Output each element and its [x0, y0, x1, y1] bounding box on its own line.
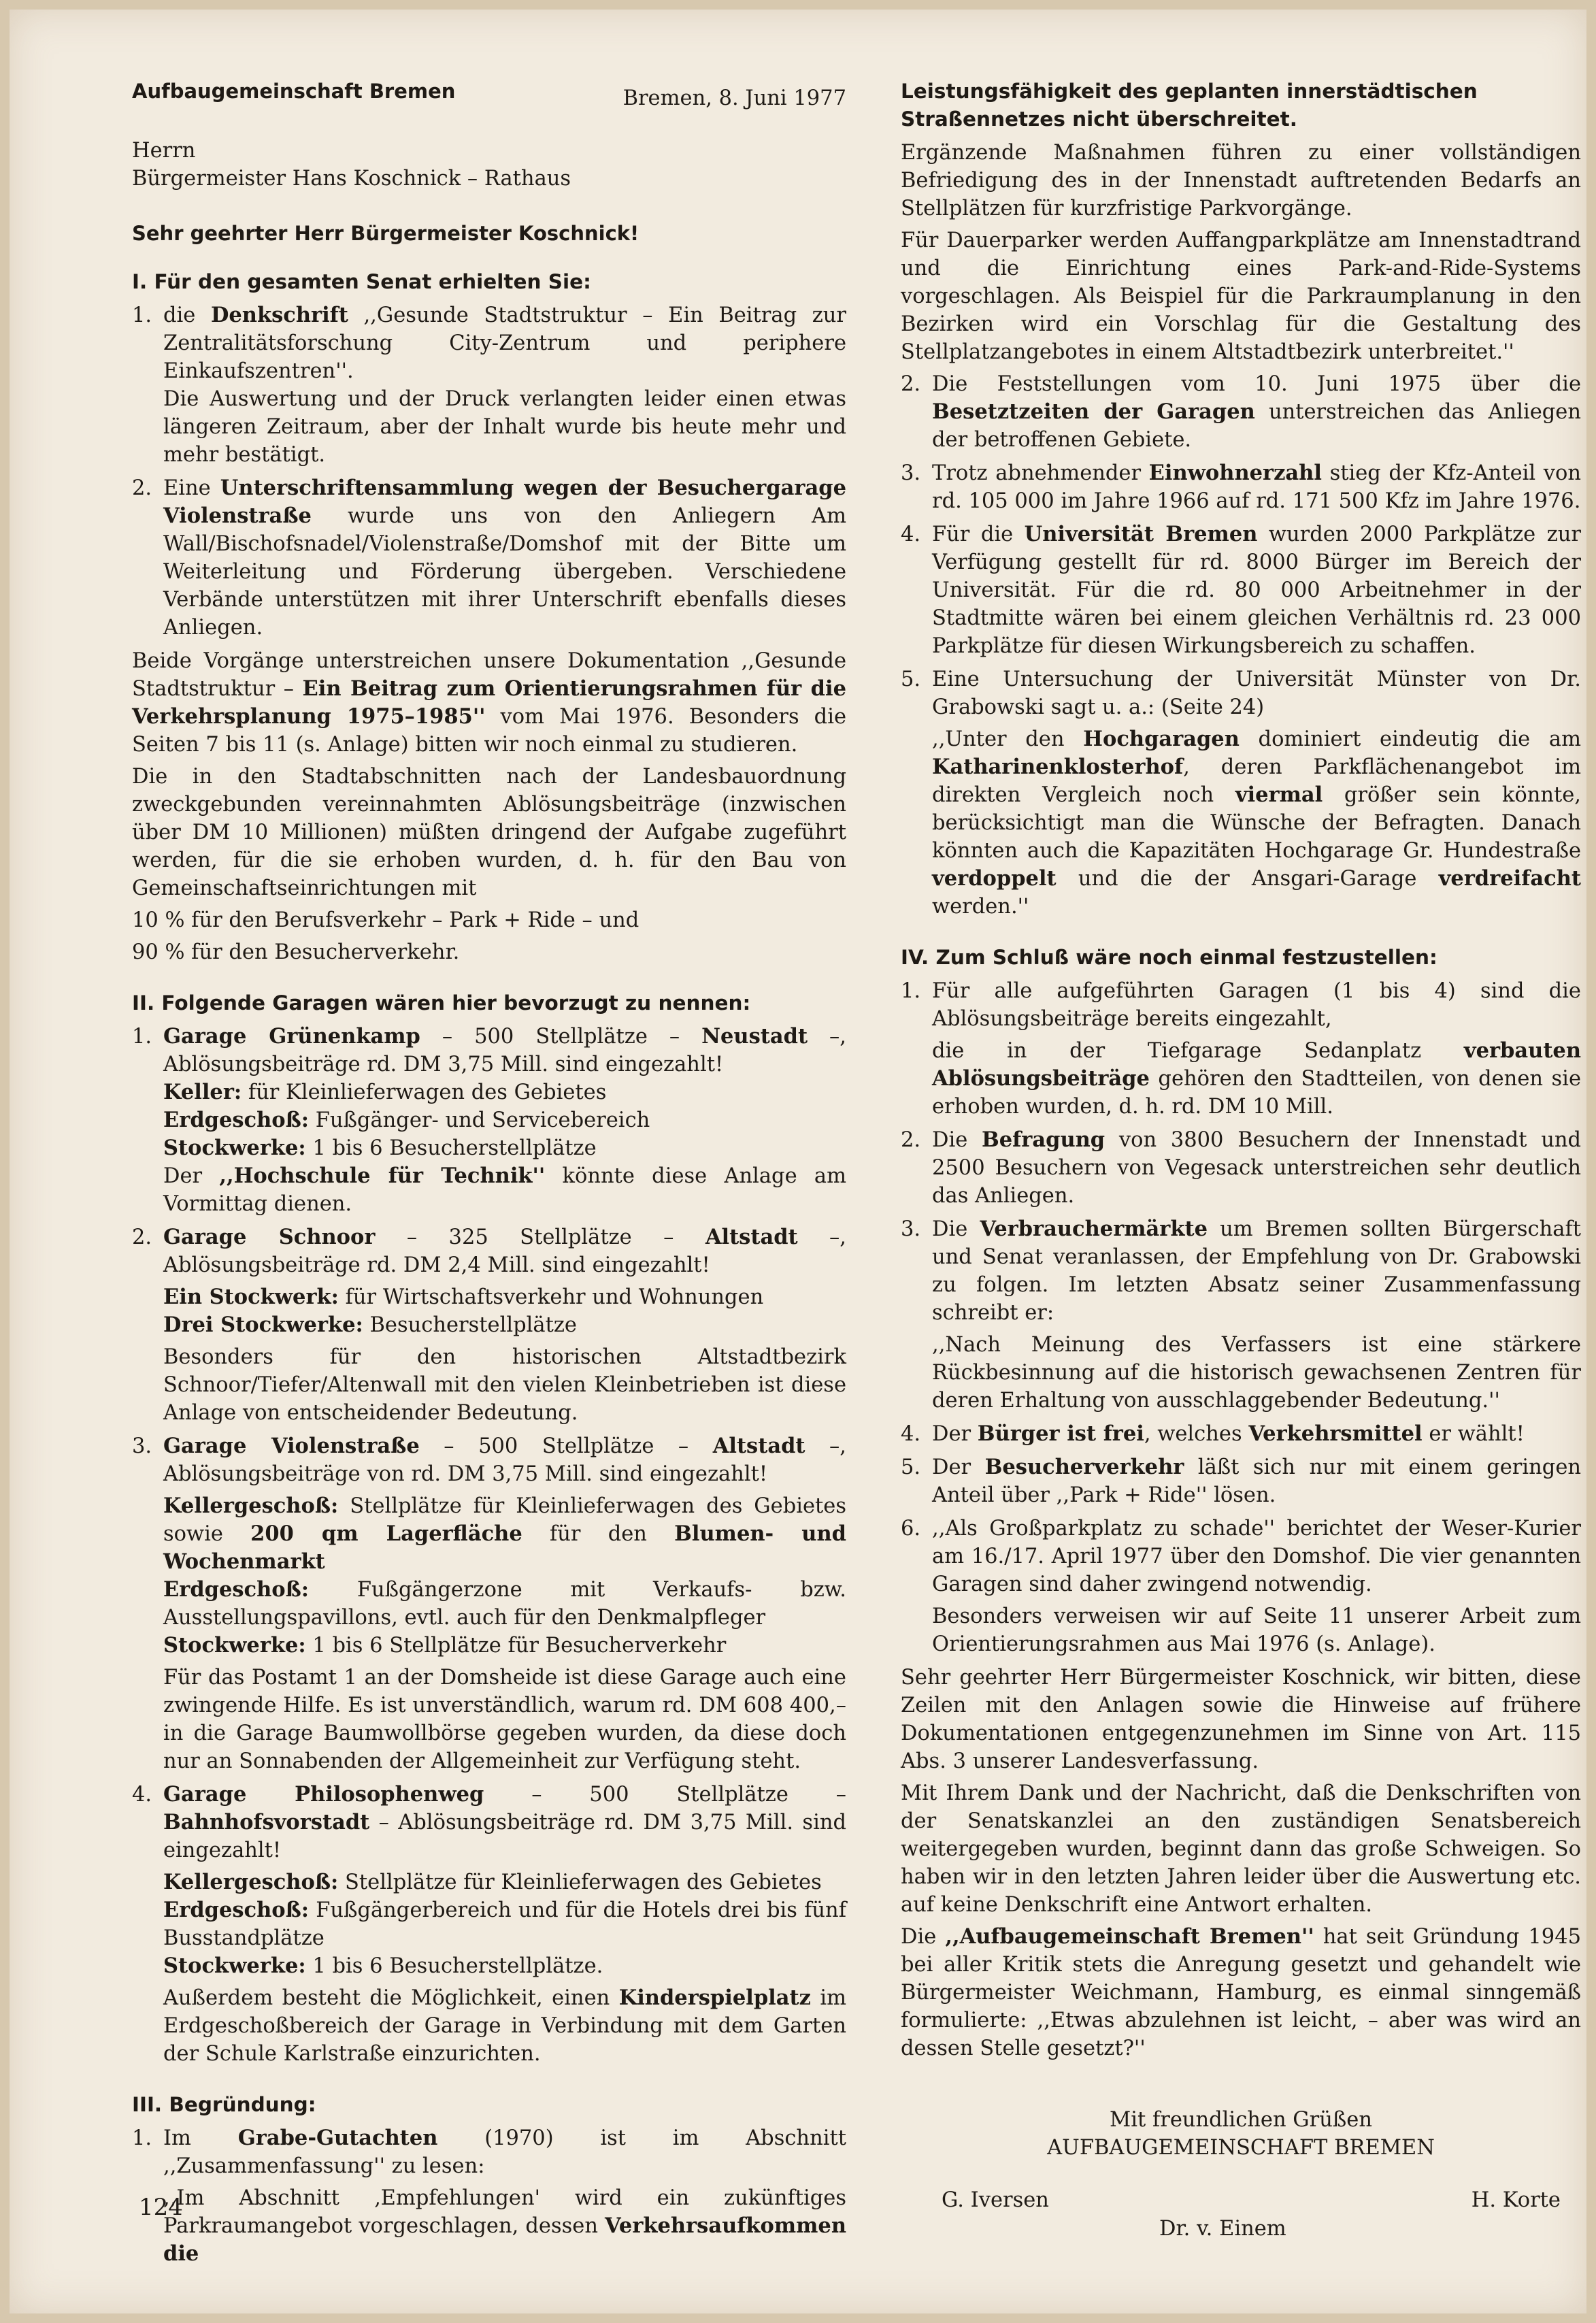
list-item: 1. die Denkschrift ,,Gesunde Stadtstruktur – Ein Beitrag zur Zentralitätsforschung City-Zentrum und periphere Einkaufszentren''. Die Auswertung und der Druck verlangten leider einen etwas längeren Zeitraum, aber der Inhalt wurde bis heute mehr und mehr bestätigt. [132, 303, 846, 467]
greeting-org: AUFBAUGEMEINSCHAFT BREMEN [1047, 2136, 1435, 2160]
greeting [901, 2106, 1581, 2162]
letter-date: Bremen, 8. Juni 1977 [622, 86, 846, 110]
recipient-address [132, 137, 846, 193]
paragraph: Die in den Stadtabschnitten nach der Landesbauordnung zweckgebunden vereinnahmten Ablösungsbeiträge (inzwischen über DM 10 Millionen) müßten dringend der Aufgabe zugeführt werden, für die sie erhoben wurden, d. h. für den Bau von Gemeinschaftseinrichtungen mit [132, 765, 846, 900]
closing-paragraph: Die ,,Aufbaugemeinschaft Bremen'' hat seit Gründung 1945 bei aller Kritik stets die Anregung gesetzt und gehandelt wie Bürgermeister Weichmann, Hamburg, es einmal sinngemäß formulierte: ,,Etwas abzulehnen ist leicht, – aber was wird an dessen Stelle gesetzt?'' [901, 1924, 1582, 2060]
list-item: 1. Im Grabe-Gutachten (1970) ist im Abschnitt ,,Zusammenfassung'' zu lesen: ,,Im Abschnitt ‚Empfehlungen' wird ein zukünftiges Parkraumangebot vorgeschlagen, dessen Verkehrsaufkommen die [132, 2126, 846, 2266]
document-page [10, 10, 1586, 2313]
page-number: 124 [139, 2194, 183, 2221]
sender-org: Aufbaugemeinschaft Bremen [132, 80, 456, 103]
closing-paragraph: Sehr geehrter Herr Bürgermeister Koschnick, wir bitten, diese Zeilen mit den Anlagen sowie die Hinweise auf frühere Dokumentationen entgegenzunehmen im Sinne von Art. 115 Abs. 3 unserer Landesverfassung. [901, 1666, 1581, 1773]
section-heading-4: IV. Zum Schluß wäre noch einmal festzustellen: [901, 946, 1437, 969]
list-item: 1. Garage Grünenkamp – 500 Stellplätze – Neustadt –, Ablösungsbeiträge rd. DM 3,75 Mill. sind eingezahlt! Keller: für Kleinlieferwagen des Gebietes Erdgeschoß: Fußgänger- und Servicebereich Stockwerke: 1 bis 6 Besucherstellplätze Der ,,Hochschule für Technik'' könnte diese Anlage am Vormittag dienen. [132, 1024, 846, 1216]
paragraph: Ergänzende Maßnahmen führen zu einer vollständigen Befriedigung des in der Innenstadt auftretenden Bedarfs an Stellplätzen für kurzfristige Parkvorgänge. [901, 141, 1581, 220]
list-item: 2. Die Befragung von 3800 Besuchern der Innenstadt und 2500 Besuchern von Vegesack unterstreichen sehr deutlich das Anliegen. [901, 1127, 1582, 1208]
section-heading-3: III. Begründung: [132, 2093, 316, 2116]
section-1-list [132, 301, 846, 642]
list-item: 2. Eine Unterschriftensammlung wegen der Besuchergarage Violenstraße wurde uns von den Anliegern Am Wall/Bischofsnadel/Violenstraße/Domshof mit der Bitte um Weiterleitung und Förderung übergeben. Verschiedene Verbände unterstützen mit ihrer Unterschrift ebenfalls dieses Anliegen. [132, 476, 846, 640]
right-column [901, 78, 1581, 2254]
reason-list-cont [901, 370, 1581, 921]
list-item: 4. Der Bürger ist frei, welches Verkehrsmittel er wählt! [901, 1421, 1525, 1446]
section-heading-1: I. Für den gesamten Senat erhielten Sie: [132, 270, 591, 293]
address-line: Bürgermeister Hans Koschnick – Rathaus [132, 167, 571, 191]
list-item: 1. Für alle aufgeführten Garagen (1 bis 4) sind die Ablösungsbeiträge bereits eingezahlt, die in der Tiefgarage Sedanplatz verbauten Ablösungsbeiträge gehören den Stadtteilen, von denen sie erhoben wurden, d. h. rd. DM 10 Mill. [901, 979, 1581, 1119]
signatures [901, 2186, 1581, 2254]
list-item: 4. Für die Universität Bremen wurden 2000 Parkplätze zur Verfügung gestellt für rd. 8000 Bürger im Bereich der Universität. Für die rd. 80 000 Arbeitnehmer in der Stadtmitte wären bei einem gleichen Verhältnis rd. 23 000 Parkplätze für diesen Wirkungsbereich zu schaffen. [901, 522, 1581, 658]
closing-paragraph: Mit Ihrem Dank und der Nachricht, daß die Denkschriften von der Senatskanzlei an den zuständigen Senatsbereich weitergegeben wurden, beginnt dann das große Schweigen. So haben wir in den letzten Jahren leider über die Auswertung etc. auf keine Denkschrift eine Antwort erhalten. [901, 1781, 1581, 1917]
left-column [132, 78, 846, 2273]
signature-korte: H. Korte [1471, 2188, 1561, 2212]
list-item: 2. Garage Schnoor – 325 Stellplätze – Altstadt –, Ablösungsbeiträge rd. DM 2,4 Mill. sind eingezahlt! Ein Stockwerk: für Wirtschaftsverkehr und Wohnungen Drei Stockwerke: Besucherstellplätze Besonders für den historischen Altstadtbezirk Schnoor/Tiefer/Altenwall mit den vielen Kleinbetrieben ist diese Anlage von entscheidender Bedeutung. [132, 1225, 846, 1425]
paragraph: Für Dauerparker werden Auffangparkplätze am Innenstadtrand und die Einrichtung eines Park-and-Ride-Systems vorgeschlagen. Als Beispiel für die Parkraumplanung in den Bezirken wird ein Vorschlag für die Gestaltung des Stellplatzangebotes in einem Altstadtbezirk unterbreitet.'' [901, 229, 1581, 364]
quote-continuation: Leistungsfähigkeit des geplanten innerstädtischen Straßennetzes nicht überschreitet. [901, 80, 1478, 131]
address-line: Herrn [132, 139, 196, 163]
list-item: 5. Der Besucherverkehr läßt sich nur mit einem geringen Anteil über ,,Park + Ride'' lösen. [901, 1455, 1582, 1507]
letter-header [132, 78, 846, 112]
list-item: 5. Eine Untersuchung der Universität Münster von Dr. Grabowski sagt u. a.: (Seite 24) ,,Unter den Hochgaragen dominiert eindeutig die am Katharinenklosterhof, deren Parkflächenangebot im direkten Vergleich noch viermal größer sein könnte, berücksichtigt man die Wünsche der Befragten. Danach könnten auch die Kapazitäten Hochgarage Gr. Hundestraße verdoppelt und die der Ansgari-Garage verdreifacht werden.'' [901, 668, 1581, 919]
signature-einem: Dr. v. Einem [1159, 2217, 1286, 2241]
conclusion-list [901, 977, 1581, 1658]
list-item: 4. Garage Philosophenweg – 500 Stellplätze – Bahnhofsvorstadt – Ablösungsbeiträge rd. DM 3,75 Mill. sind eingezahlt! Kellergeschoß: Stellplätze für Kleinlieferwagen des Gebietes Erdgeschoß: Fußgängerbereich und für die Hotels drei bis fünf Busstandplätze Stockwerke: 1 bis 6 Besucherstellplätze. Außerdem besteht die Möglichkeit, einen Kinderspielplatz im Erdgeschoßbereich der Garage in Verbindung mit dem Garten der Schule Karlstraße einzurichten. [132, 1782, 847, 2066]
reason-list [132, 2124, 846, 2268]
list-item: 6. ,,Als Großparkplatz zu schade'' berichtet der Weser-Kurier am 16./17. April 1977 über den Domshof. Die vier genannten Garagen sind daher zwingend notwendig. Besonders verweisen wir auf Seite 11 unserer Arbeit zum Orientierungsrahmen aus Mai 1976 (s. Anlage). [901, 1517, 1581, 1656]
list-item: 3. Die Verbrauchermärkte um Bremen sollten Bürgerschaft und Senat veranlassen, der Empfehlung von Dr. Grabowski zu folgen. Im letzten Absatz seiner Zusammenfassung schreibt er: ,,Nach Meinung des Verfassers ist eine stärkere Rückbesinnung auf die historisch gewachsenen Zentren für deren Erhaltung von ausschlaggebender Bedeutung.'' [901, 1217, 1582, 1413]
garage-list [132, 1023, 846, 2068]
list-item: 3. Trotz abnehmender Einwohnerzahl stieg der Kfz-Anteil von rd. 105 000 im Jahre 1966 auf rd. 171 500 Kfz im Jahre 1976. [901, 461, 1581, 513]
paragraph: Beide Vorgänge unterstreichen unsere Dokumentation ,,Gesunde Stadtstruktur – Ein Beitrag zum Orientierungsrahmen für die Verkehrsplanung 1975–1985'' vom Mai 1976. Besonders die Seiten 7 bis 11 (s. Anlage) bitten wir noch einmal zu studieren. [132, 649, 846, 757]
list-item: 2. Die Feststellungen vom 10. Juni 1975 über die Besetztzeiten der Garagen unterstreichen das Anliegen der betroffenen Gebiete. [901, 372, 1581, 452]
section-heading-2: II. Folgende Garagen wären hier bevorzugt zu nennen: [132, 991, 751, 1015]
paragraph: 10 % für den Berufsverkehr – Park + Ride – und [132, 908, 639, 932]
signature-iversen: G. Iversen [942, 2188, 1049, 2212]
salutation: Sehr geehrter Herr Bürgermeister Koschnick! [132, 222, 639, 245]
list-item: 3. Garage Violenstraße – 500 Stellplätze – Altstadt –, Ablösungsbeiträge von rd. DM 3,75 Mill. sind eingezahlt! Kellergeschoß: Stellplätze für Kleinlieferwagen des Gebietes sowie 200 qm Lagerfläche für den Blumen- und Wochenmarkt Erdgeschoß: Fußgängerzone mit Verkaufs- bzw. Ausstellungspavillons, evtl. auch für den Denkmalpfleger Stockwerke: 1 bis 6 Stellplätze für Besucherverkehr Für das Postamt 1 an der Domsheide ist diese Garage auch eine zwingende Hilfe. Es ist unverständlich, warum rd. DM 608 400,– in die Garage Baumwollbörse gegeben wurden, da diese doch nur an Sonnabenden der Allgemeinheit zur Verfügung steht. [132, 1434, 846, 1773]
greeting-line: Mit freundlichen Grüßen [1110, 2108, 1372, 2132]
paragraph: 90 % für den Besucherverkehr. [132, 940, 460, 964]
